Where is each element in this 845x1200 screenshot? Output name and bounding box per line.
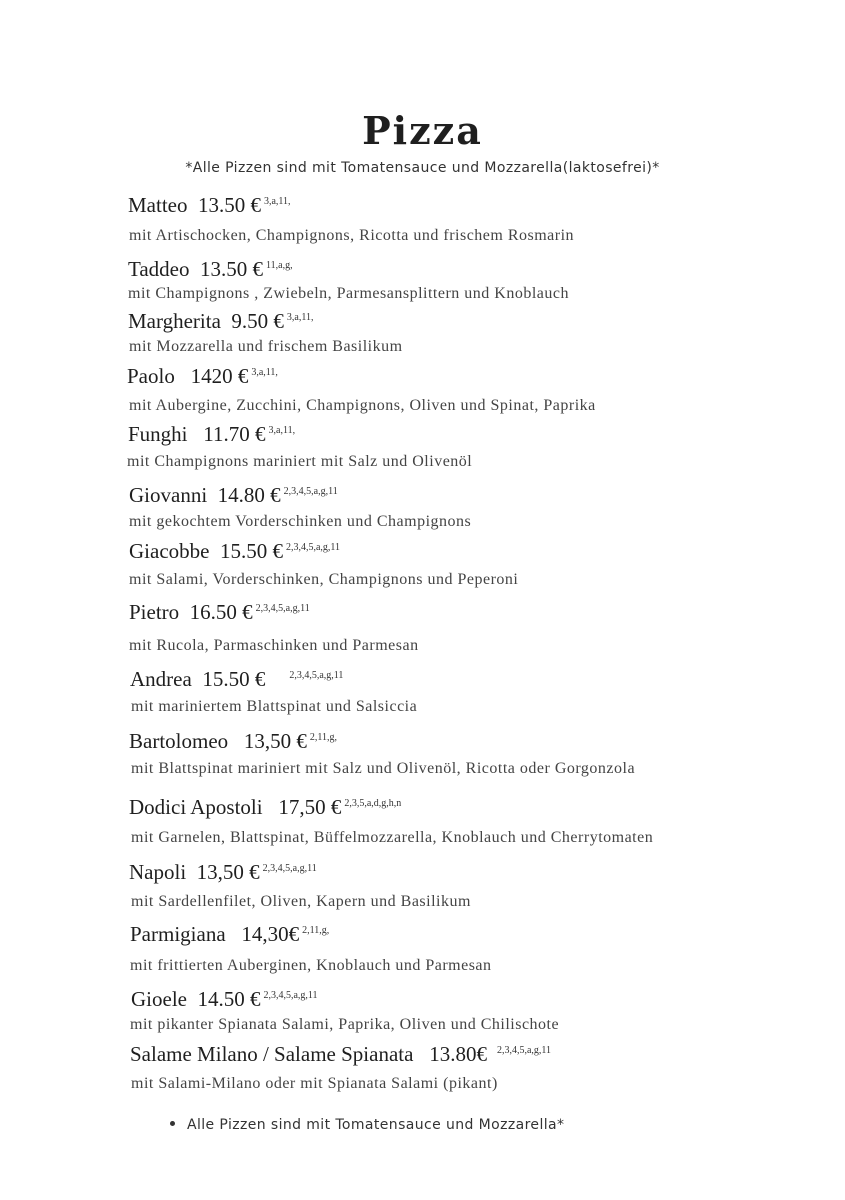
menu-item-description: mit mariniertem Blattspinat und Salsiccia [131, 698, 418, 715]
menu-item-description: mit frittierten Auberginen, Knoblauch und Parmesan [130, 957, 492, 974]
allergen-codes: 3,a,11, [263, 196, 291, 207]
menu-item-description: mit Artischocken, Champignons, Ricotta und frischem Rosmarin [129, 227, 575, 244]
allergen-codes: 2,3,4,5,a,g,11 [283, 486, 338, 497]
allergen-codes: 2,3,4,5,a,g,11 [285, 542, 341, 553]
bullet-icon [170, 1121, 175, 1126]
allergen-codes: 2,3,4,5,a,g,11 [289, 670, 344, 681]
allergen-codes: 11,a,g, [266, 260, 293, 271]
allergen-codes: 2,3,5,a,d,g,h,n [344, 798, 402, 809]
menu-item-description: mit Aubergine, Zucchini, Champignons, Oliven und Spinat, Paprika [129, 397, 596, 414]
menu-item-description: mit Garnelen, Blattspinat, Büffelmozzarella, Knoblauch und Cherrytomaten [131, 829, 654, 846]
menu-item-description: mit Blattspinat mariniert mit Salz und Olivenöl, Ricotta oder Gorgonzola [131, 760, 636, 777]
menu-item-description: mit Champignons , Zwiebeln, Parmesansplittern und Knoblauch [128, 285, 569, 302]
menu-item-description: mit Sardellenfilet, Oliven, Kapern und Basilikum [131, 893, 471, 910]
menu-item-name: Giacobbe 15.50 € $^{2,3,4,5,a,g,11}$ [129, 539, 341, 563]
menu-item-name: Salame Milano / Salame Spianata 13.80€ $^{2,3,4,5,a,g,11}$ [130, 1042, 552, 1066]
allergen-codes: 2,3,4,5,a,g,11 [496, 1045, 552, 1056]
menu-item-name: Giovanni 14.80 € $^{2,3,4,5,a,g,11}$ [129, 483, 338, 507]
allergen-codes: 3,a,11, [268, 425, 296, 436]
menu-item-name: Paolo 1420 € $^{3,a,11,}$ [127, 364, 278, 388]
menu-item-description: mit pikanter Spianata Salami, Paprika, Oliven und Chilischote [130, 1016, 560, 1033]
menu-item-name: Pietro 16.50 € $^{2,3,4,5,a,g,11}$ [129, 600, 310, 624]
menu-item-name: Taddeo 13.50 € $^{11,a,g,}$ [128, 257, 293, 281]
menu-item-description: mit Salami-Milano oder mit Spianata Salami (pikant) [131, 1075, 498, 1092]
allergen-codes: 2,11,g, [302, 925, 330, 936]
footer-note [170, 1117, 564, 1133]
menu-item-name: Dodici Apostoli 17,50 € $^{2,3,5,a,d,g,h,n}$ [129, 795, 402, 819]
menu-item-name: Gioele 14.50 € $^{2,3,4,5,a,g,11}$ [131, 987, 318, 1011]
menu-item-name: Bartolomeo 13,50 € $^{2,11,g,}$ [129, 729, 338, 753]
footer-note-text: Alle Pizzen sind mit Tomatensauce und Mozzarella* [187, 1117, 565, 1133]
allergen-codes: 3,a,11, [286, 312, 314, 323]
menu-item-name: Margherita 9.50 € $^{3,a,11,}$ [128, 309, 314, 333]
menu-item-description: mit Champignons mariniert mit Salz und Olivenöl [127, 453, 473, 470]
menu-subtitle-note: *Alle Pizzen sind mit Tomatensauce und Mozzarella(laktosefrei)* [185, 160, 660, 176]
allergen-codes: 2,3,4,5,a,g,11 [262, 863, 317, 874]
allergen-codes: 3,a,11, [251, 367, 278, 378]
page-title: Pizza [362, 108, 483, 153]
allergen-codes: 2,3,4,5,a,g,11 [255, 603, 310, 614]
menu-item-name: Andrea 15.50 € $^{2,3,4,5,a,g,11}$ [130, 667, 344, 691]
allergen-codes: 2,3,4,5,a,g,11 [263, 990, 318, 1001]
menu-item-name: Parmigiana 14,30€ $^{2,11,g,}$ [130, 922, 330, 946]
menu-item-description: mit Salami, Vorderschinken, Champignons und Peperoni [129, 571, 519, 588]
menu-item-description: mit Rucola, Parmaschinken und Parmesan [129, 637, 419, 654]
menu-item-name: Matteo 13.50 € $^{3,a,11,}$ [128, 193, 291, 217]
menu-item-name: Napoli 13,50 € $^{2,3,4,5,a,g,11}$ [129, 860, 317, 884]
menu-item-description: mit Mozzarella und frischem Basilikum [129, 338, 403, 355]
menu-item-description: mit gekochtem Vorderschinken und Champignons [129, 513, 472, 530]
allergen-codes: 2,11,g, [309, 732, 338, 743]
menu-item-name: Funghi 11.70 € $^{3,a,11,}$ [128, 422, 296, 446]
